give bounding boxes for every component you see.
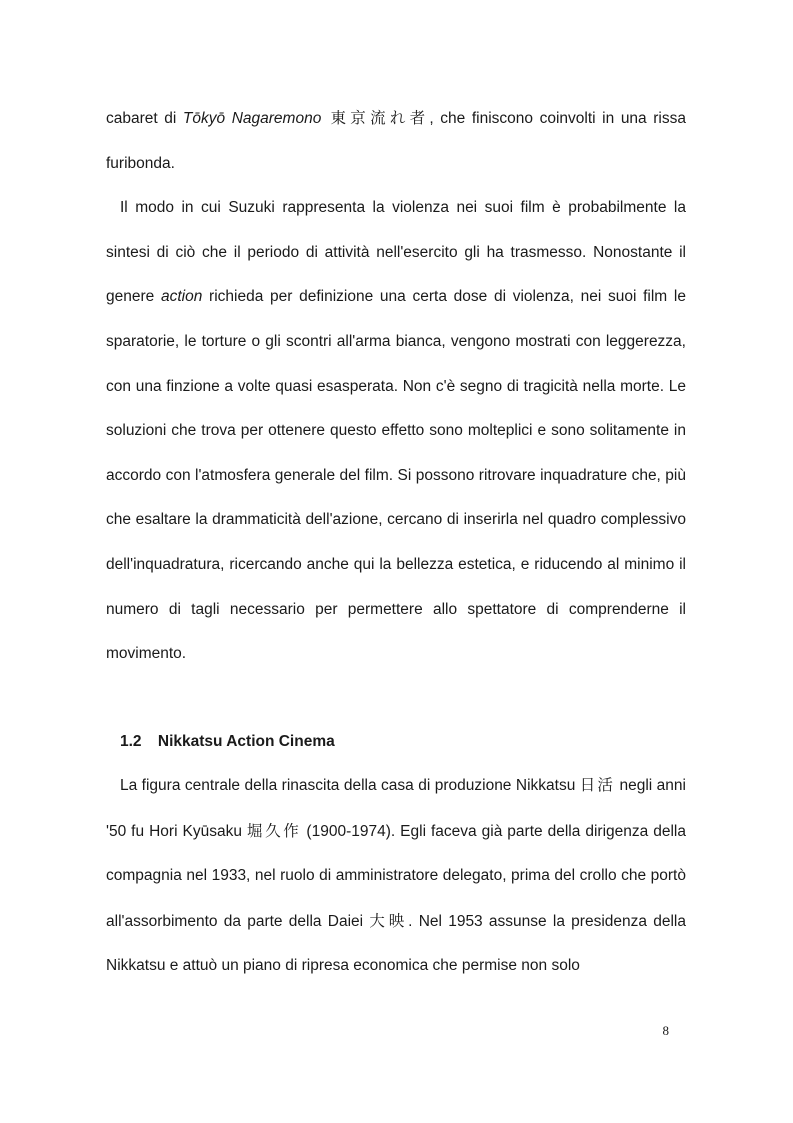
page-number: 8 [662, 1023, 669, 1038]
body-text-top [106, 96, 686, 677]
japanese-text: 日活 [579, 776, 616, 794]
section-number: 1.2 [120, 733, 142, 750]
body-text-bottom [106, 763, 686, 989]
text-segment: cabaret di [106, 110, 183, 127]
text-segment: , che finiscono coinvolti in una rissa furibonda. [106, 110, 686, 172]
section-title: Nikkatsu Action Cinema [157, 733, 335, 750]
paragraph [106, 96, 686, 186]
paragraph [106, 763, 686, 989]
text-segment: richieda per definizione una certa dose di violenza, nei suoi film le sparatorie, le torture o gli scontri all'arma bianca, vengono mostrati con leggerezza, con una finzione a volte quasi esasperata. Non c'è segno di tragicità nella morte. Le soluzioni che trova per ottenere questo effetto sono molteplici e sono solitamente in accordo con l'atmosfera generale del film. Si possono ritrovare inquadrature che, più che esaltare la drammaticità dell'azione, cercano di inserirla nel quadro complessivo dell'inquadratura, ricercando anche qui la bellezza estetica, e riducendo al minimo il numero di tagli necessario per permettere allo spettatore di comprenderne il movimento. [106, 288, 686, 663]
japanese-text: 大映 [369, 911, 409, 930]
text-segment: La figura centrale della rinascita della casa di produzione Nikkatsu [120, 777, 580, 794]
japanese-text: 堀久作 [246, 821, 302, 840]
italic-text: Tōkyō Nagaremono [182, 110, 322, 127]
japanese-text: 東京流れ者 [321, 109, 430, 127]
text-segment: negli anni '50 fu Hori Kyūsaku [106, 777, 686, 840]
text-segment: (1900-1974). Egli faceva già parte della dirigenza della compagnia nel 1933, nel ruolo di amministratore delegato, prima del crollo che portò all'assorbimento da parte della Daiei [106, 822, 686, 930]
section-heading [120, 730, 335, 754]
text-segment: . Nel 1953 assunse la presidenza della Nikkatsu e attuò un piano di ripresa economica che permise non solo [106, 912, 686, 975]
text-segment: Il modo in cui Suzuki rappresenta la violenza nei suoi film è probabilmente la sintesi di ciò che il periodo di attività nell'esercito gli ha trasmesso. Nonostante il genere [106, 199, 686, 306]
italic-text: action [160, 288, 203, 306]
paragraph [106, 186, 686, 677]
